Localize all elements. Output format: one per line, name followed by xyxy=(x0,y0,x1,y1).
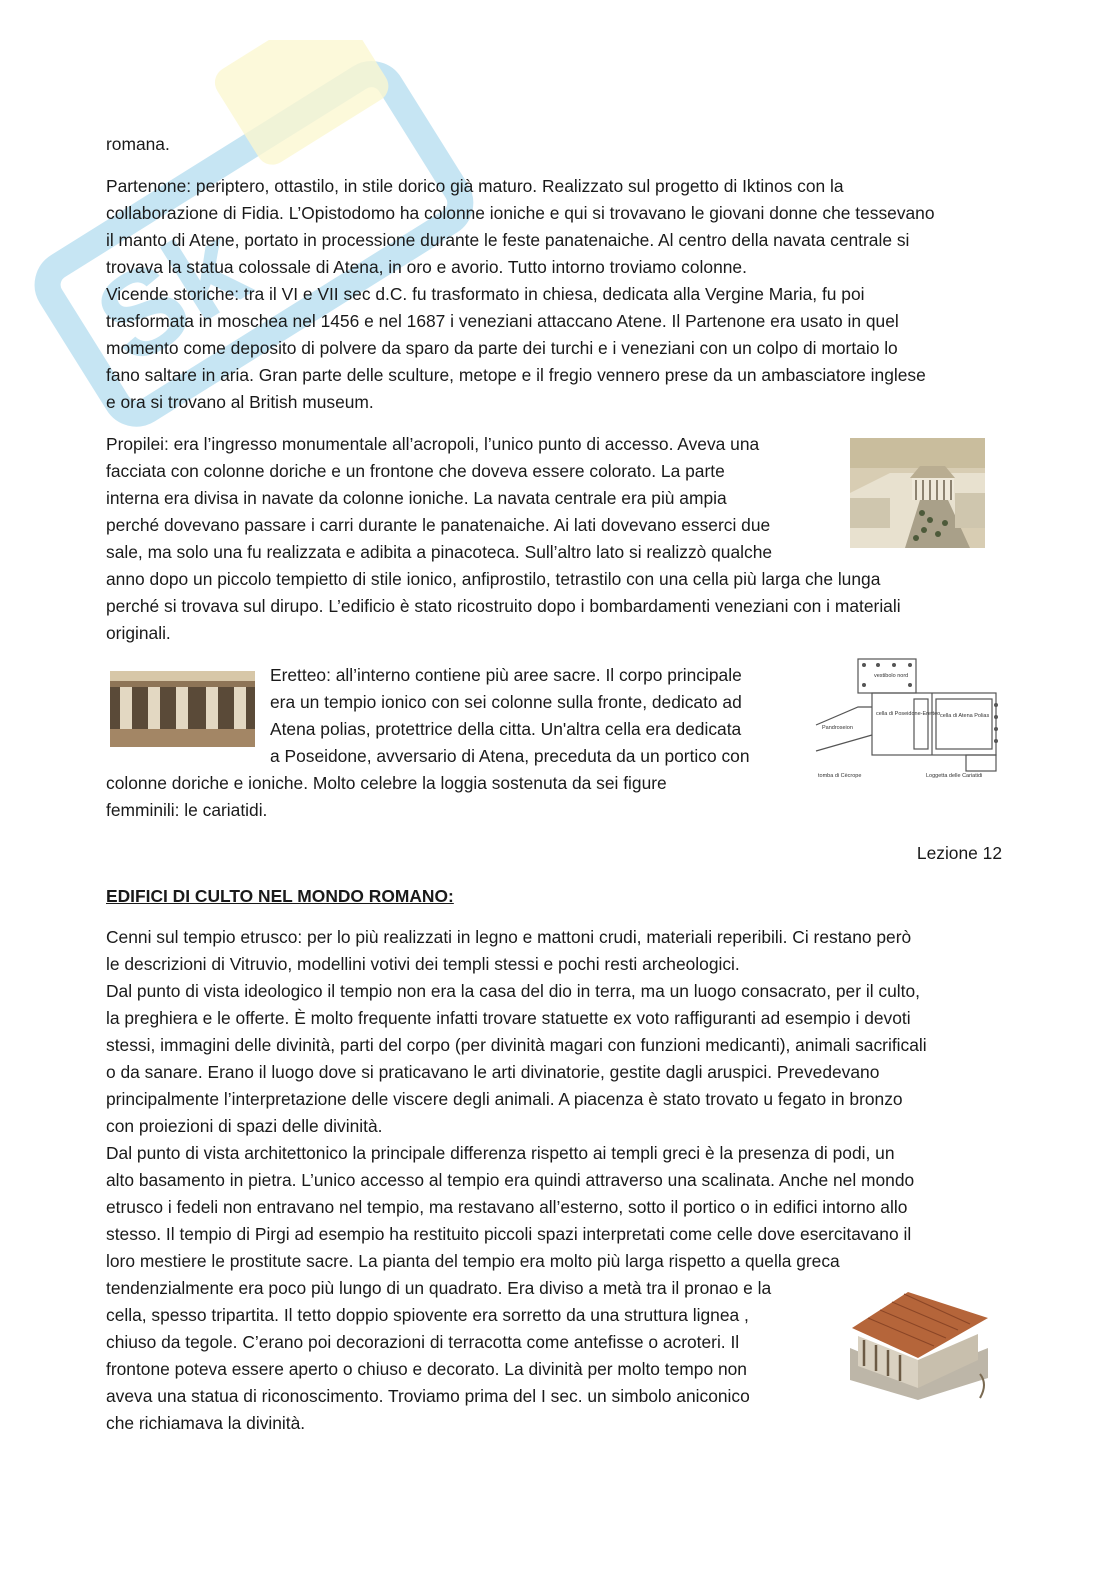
paragraph-propilei xyxy=(106,431,901,647)
text-line: anno dopo un piccolo tempietto di stile ionico, anfiprostilo, tetrastilo con una cella più larga che lunga xyxy=(106,569,881,589)
text-line: la preghiera e le offerte. È molto frequente infatti trovare statuette ex voto raffiguranti ad esempio i devoti xyxy=(106,1008,911,1028)
text-line: colonne doriche e ioniche. Molto celebre la loggia sostenuta da sei figure xyxy=(106,773,667,793)
text-line: Cenni sul tempio etrusco: per lo più realizzati in legno e mattoni crudi, materiali reperibili. Ci restano però xyxy=(106,927,912,947)
paragraph-tempio-etrusco xyxy=(106,924,927,1437)
plan-label-tomba: tomba di Cècrope xyxy=(818,773,862,779)
text-line: trovava la statua colossale di Atena, in oro e avorio. Tutto intorno troviamo colonne. xyxy=(106,257,747,277)
text-line: chiuso da tegole. C’erano poi decorazioni di terracotta come antefisse o acroteri. Il xyxy=(106,1332,740,1352)
plan-label-pandroseion: Pandroseion xyxy=(822,725,853,731)
text-line: stessi, immagini delle divinità, parti del corpo (per divinità magari con funzioni medicanti), animali sacrificali xyxy=(106,1035,927,1055)
plan-label-poseidone: cella di Poseidone-Eretteo xyxy=(876,711,941,717)
paragraph-eretteo-indented xyxy=(270,662,750,770)
lesson-label: Lezione 12 xyxy=(916,843,1002,863)
text-line: Vicende storiche: tra il VI e VII sec d.C. fu trasformato in chiesa, dedicata alla Vergine Maria, fu poi xyxy=(106,284,865,304)
text-line: fano saltare in aria. Gran parte delle sculture, metope e il fregio vennero prese da un ambasciatore inglese xyxy=(106,365,926,385)
text-line: era un tempio ionico con sei colonne sulla fronte, dedicato ad xyxy=(270,692,742,712)
text-line: e ora si trovano al British museum. xyxy=(106,392,374,412)
paragraph-fragment-romana: romana. xyxy=(106,134,170,154)
text-line: con proiezioni di spazi delle divinità. xyxy=(106,1116,383,1136)
text-line: o da sanare. Erano il luogo dove si praticavano le arti divinatorie, gestite dagli aruspici. Prevedevano xyxy=(106,1062,880,1082)
cariatidi-photo xyxy=(110,671,255,747)
text-line: sale, ma solo una fu realizzata e adibita a pinacoteca. Sull’altro lato si realizzò qualche xyxy=(106,542,773,562)
text-line: trasformata in moschea nel 1456 e nel 1687 i veneziani attaccano Atene. Il Partenone era usato in quel xyxy=(106,311,899,331)
text-line: Atena polias, protettrice della citta. Un'altra cella era dedicata xyxy=(270,719,742,739)
section-heading: EDIFICI DI CULTO NEL MONDO ROMANO: xyxy=(106,886,454,906)
text-line: che richiamava la divinità. xyxy=(106,1413,306,1433)
text-line: facciata con colonne doriche e un frontone che doveva essere colorato. La parte xyxy=(106,461,725,481)
text-line: loro mestiere le prostitute sacre. La pianta del tempio era molto più larga rispetto a quella greca xyxy=(106,1251,840,1271)
text-line: le descrizioni di Vitruvio, modellini votivi dei templi stessi e pochi resti archeologici. xyxy=(106,954,740,974)
text-line: etrusco i fedeli non entravano nel tempio, ma restavano all’esterno, sotto il portico o in edifici intorno allo xyxy=(106,1197,908,1217)
text-line: stesso. Il tempio di Pirgi ad esempio ha restituito piccoli spazi interpretati come celle dove esercitavano il xyxy=(106,1224,912,1244)
text-line: aveva una statua di riconoscimento. Troviamo prima del I sec. un simbolo aniconico xyxy=(106,1386,750,1406)
text-line: perché si trovava sul dirupo. L’edificio è stato ricostruito dopo i bombardamenti veneziani con i materiali xyxy=(106,596,901,616)
text-line: Propilei: era l’ingresso monumentale all’acropoli, l’unico punto di accesso. Aveva una xyxy=(106,434,760,454)
text-line: momento come deposito di polvere da sparo da parte dei turchi e i veneziani con un colpo di mortaio lo xyxy=(106,338,898,358)
text-line: collaborazione di Fidia. L’Opistodomo ha colonne ioniche e qui si trovavano le giovani donne che tessevano xyxy=(106,203,935,223)
propilei-model-image xyxy=(850,438,985,548)
text-line: a Poseidone, avversario di Atena, preceduta da un portico con xyxy=(270,746,750,766)
plan-label-atena: cella di Atena Polias xyxy=(940,713,990,719)
plan-label-vestibolo: vestibolo nord xyxy=(874,673,909,679)
tempio-etrusco-image xyxy=(848,1288,990,1400)
text-line: femminili: le cariatidi. xyxy=(106,800,268,820)
text-line: cella, spesso tripartita. Il tetto doppio spiovente era sorretto da una struttura lignea , xyxy=(106,1305,749,1325)
text-line: il manto di Atene, portato in processione durante le feste panatenaiche. Al centro della navata centrale si xyxy=(106,230,910,250)
text-line: Dal punto di vista architettonico la principale differenza rispetto ai templi greci è la presenza di podi, un xyxy=(106,1143,895,1163)
paragraph-eretteo-continued xyxy=(106,770,667,824)
text-line: originali. xyxy=(106,623,171,643)
text-line: frontone poteva essere aperto o chiuso e decorato. La divinità per molto tempo non xyxy=(106,1359,747,1379)
text-line: Dal punto di vista ideologico il tempio non era la casa del dio in terra, ma un luogo consacrato, per il culto, xyxy=(106,981,920,1001)
text-line: interna era divisa in navate da colonne ioniche. La navata centrale era più ampia xyxy=(106,488,727,508)
text-line: alto basamento in pietra. L’unico accesso al tempio era quindi attraverso una scalinata. Anche nel mondo xyxy=(106,1170,915,1190)
paragraph-partenone xyxy=(106,173,935,416)
text-line: Eretteo: all’interno contiene più aree sacre. Il corpo principale xyxy=(270,665,742,685)
text-line: tendenzialmente era poco più lungo di un quadrato. Era diviso a metà tra il pronao e la xyxy=(106,1278,772,1298)
eretteo-floor-plan xyxy=(814,655,1002,781)
plan-label-loggetta: Loggetta delle Cariatidi xyxy=(926,773,983,779)
svg-text:Sk: Sk xyxy=(73,198,270,390)
text-line: perché dovevano passare i carri durante le panatenaiche. Ai lati dovevano esserci due xyxy=(106,515,771,535)
text-line: principalmente l’interpretazione delle viscere degli animali. A piacenza è stato trovato u fegato in bronzo xyxy=(106,1089,903,1109)
text-line: Partenone: periptero, ottastilo, in stile dorico già maturo. Realizzato sul progetto di Iktinos con la xyxy=(106,176,844,196)
